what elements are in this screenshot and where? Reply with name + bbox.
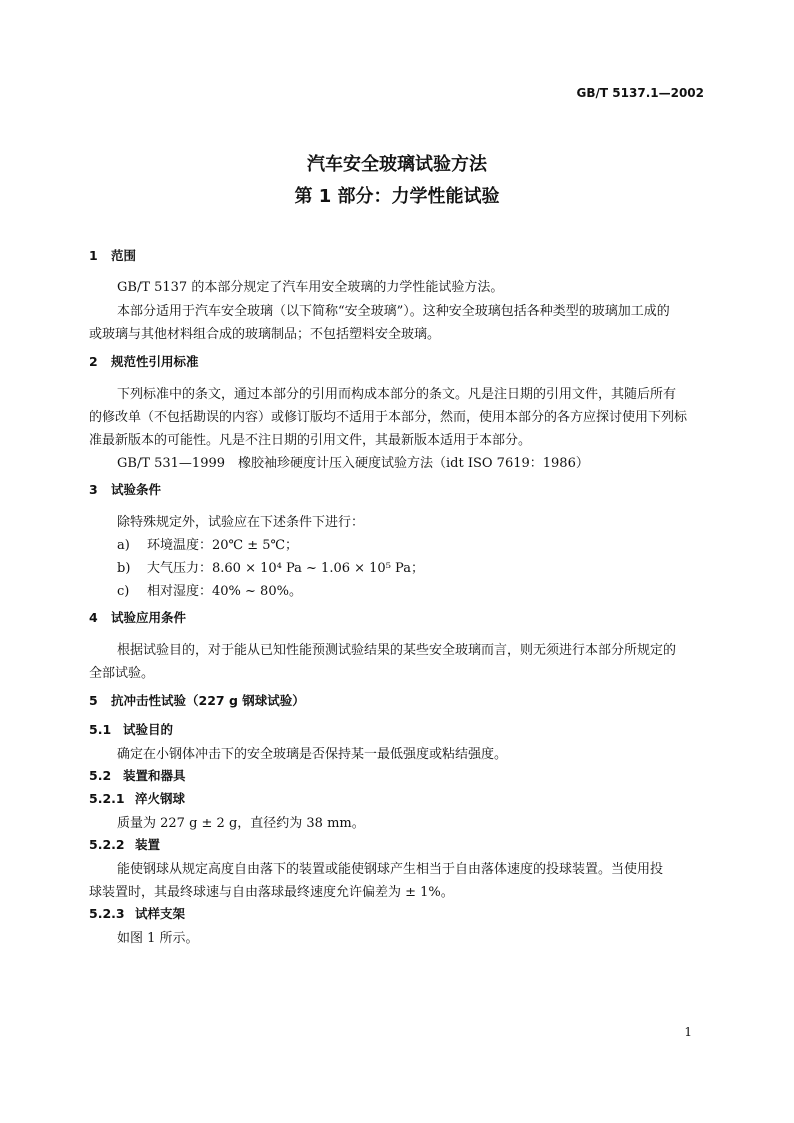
section-number: 5.2.1: [89, 791, 125, 806]
section-title: 试验应用条件: [111, 610, 187, 625]
paragraph: 本部分适用于汽车安全玻璃（以下简称“安全玻璃”）。这种安全玻璃包括各种类型的玻璃加工成的: [117, 304, 670, 319]
list-item: [117, 557, 424, 576]
section-title: 试样支架: [135, 906, 186, 921]
paragraph: 根据试验目的，对于能从已知性能预测试验结果的某些安全玻璃而言，则无须进行本部分所规定的: [117, 643, 677, 658]
subsection-5-2-2-heading: [89, 835, 160, 853]
paragraph: 全部试验。: [89, 666, 155, 681]
subsection-5-2-1-heading: [89, 789, 185, 807]
section-number: 3: [89, 482, 98, 497]
section-5-heading: [89, 691, 305, 709]
paragraph: 球装置时，其最终球速与自由落球最终速度允许偏差为 ± 1%。: [89, 885, 454, 900]
subsection-5-2-3-heading: [89, 904, 185, 922]
paragraph: 下列标准中的条文，通过本部分的引用而构成本部分的条文。凡是注日期的引用文件，其随后所有: [117, 387, 677, 402]
section-1-heading: [89, 246, 136, 264]
section-4-heading: [89, 608, 186, 626]
section-title: 范围: [111, 248, 137, 263]
subsection-5-1-heading: [89, 720, 173, 738]
list-text: 环境温度：20℃ ± 5℃；: [147, 538, 299, 553]
section-number: 5.2.3: [89, 906, 125, 921]
section-number: 5.2.2: [89, 837, 125, 852]
list-text: 相对湿度：40% ~ 80%。: [147, 584, 302, 599]
section-number: 5.1: [89, 722, 112, 737]
section-3-heading: [89, 480, 161, 498]
paragraph: 除特殊规定外，试验应在下述条件下进行：: [117, 515, 365, 530]
section-number: 5.2: [89, 768, 112, 783]
section-title: 规范性引用标准: [111, 354, 199, 369]
paragraph: 确定在小钢体冲击下的安全玻璃是否保持某一最低强度或粘结强度。: [117, 747, 508, 762]
paragraph: 或玻璃与其他材料组合成的玻璃制品；不包括塑料安全玻璃。: [89, 327, 441, 342]
paragraph: 能使钢球从规定高度自由落下的装置或能使钢球产生相当于自由落体速度的投球装置。当使用投: [117, 862, 664, 877]
page-number: 1: [684, 1025, 692, 1039]
list-item: [117, 580, 302, 599]
document-title: 汽车安全玻璃试验方法: [307, 154, 487, 175]
section-title: 抗冲击性试验（227 g 钢球试验）: [111, 693, 305, 708]
paragraph: GB/T 5137 的本部分规定了汽车用安全玻璃的力学性能试验方法。: [117, 280, 504, 295]
section-number: 4: [89, 610, 98, 625]
list-marker: a): [117, 538, 130, 553]
section-2-heading: [89, 352, 199, 370]
section-title: 试验目的: [123, 722, 174, 737]
section-title: 装置和器具: [123, 768, 186, 783]
section-number: 1: [89, 248, 98, 263]
document-subtitle: 第 1 部分：力学性能试验: [294, 186, 500, 207]
standard-code: GB/T 5137.1—2002: [576, 86, 704, 100]
section-title: 装置: [135, 837, 161, 852]
list-marker: b): [117, 561, 131, 576]
paragraph: 如图 1 所示。: [117, 931, 199, 946]
paragraph: 的修改单（不包括勘误的内容）或修订版均不适用于本部分，然而，使用本部分的各方应探讨使用下列标: [89, 410, 688, 425]
list-marker: c): [117, 584, 130, 599]
section-title: 试验条件: [111, 482, 162, 497]
paragraph: 准最新版本的可能性。凡是不注日期的引用文件，其最新版本适用于本部分。: [89, 433, 532, 448]
normative-reference: GB/T 531—1999 橡胶袖珍硬度计压入硬度试验方法（idt ISO 7619：1986）: [117, 456, 589, 471]
section-number: 5: [89, 693, 98, 708]
list-text: 大气压力：8.60 × 10⁴ Pa ~ 1.06 × 10⁵ Pa；: [147, 561, 424, 576]
section-number: 2: [89, 354, 98, 369]
section-title: 淬火钢球: [135, 791, 186, 806]
list-item: [117, 534, 298, 553]
subsection-5-2-heading: [89, 766, 186, 784]
paragraph: 质量为 227 g ± 2 g，直径约为 38 mm。: [117, 816, 365, 831]
